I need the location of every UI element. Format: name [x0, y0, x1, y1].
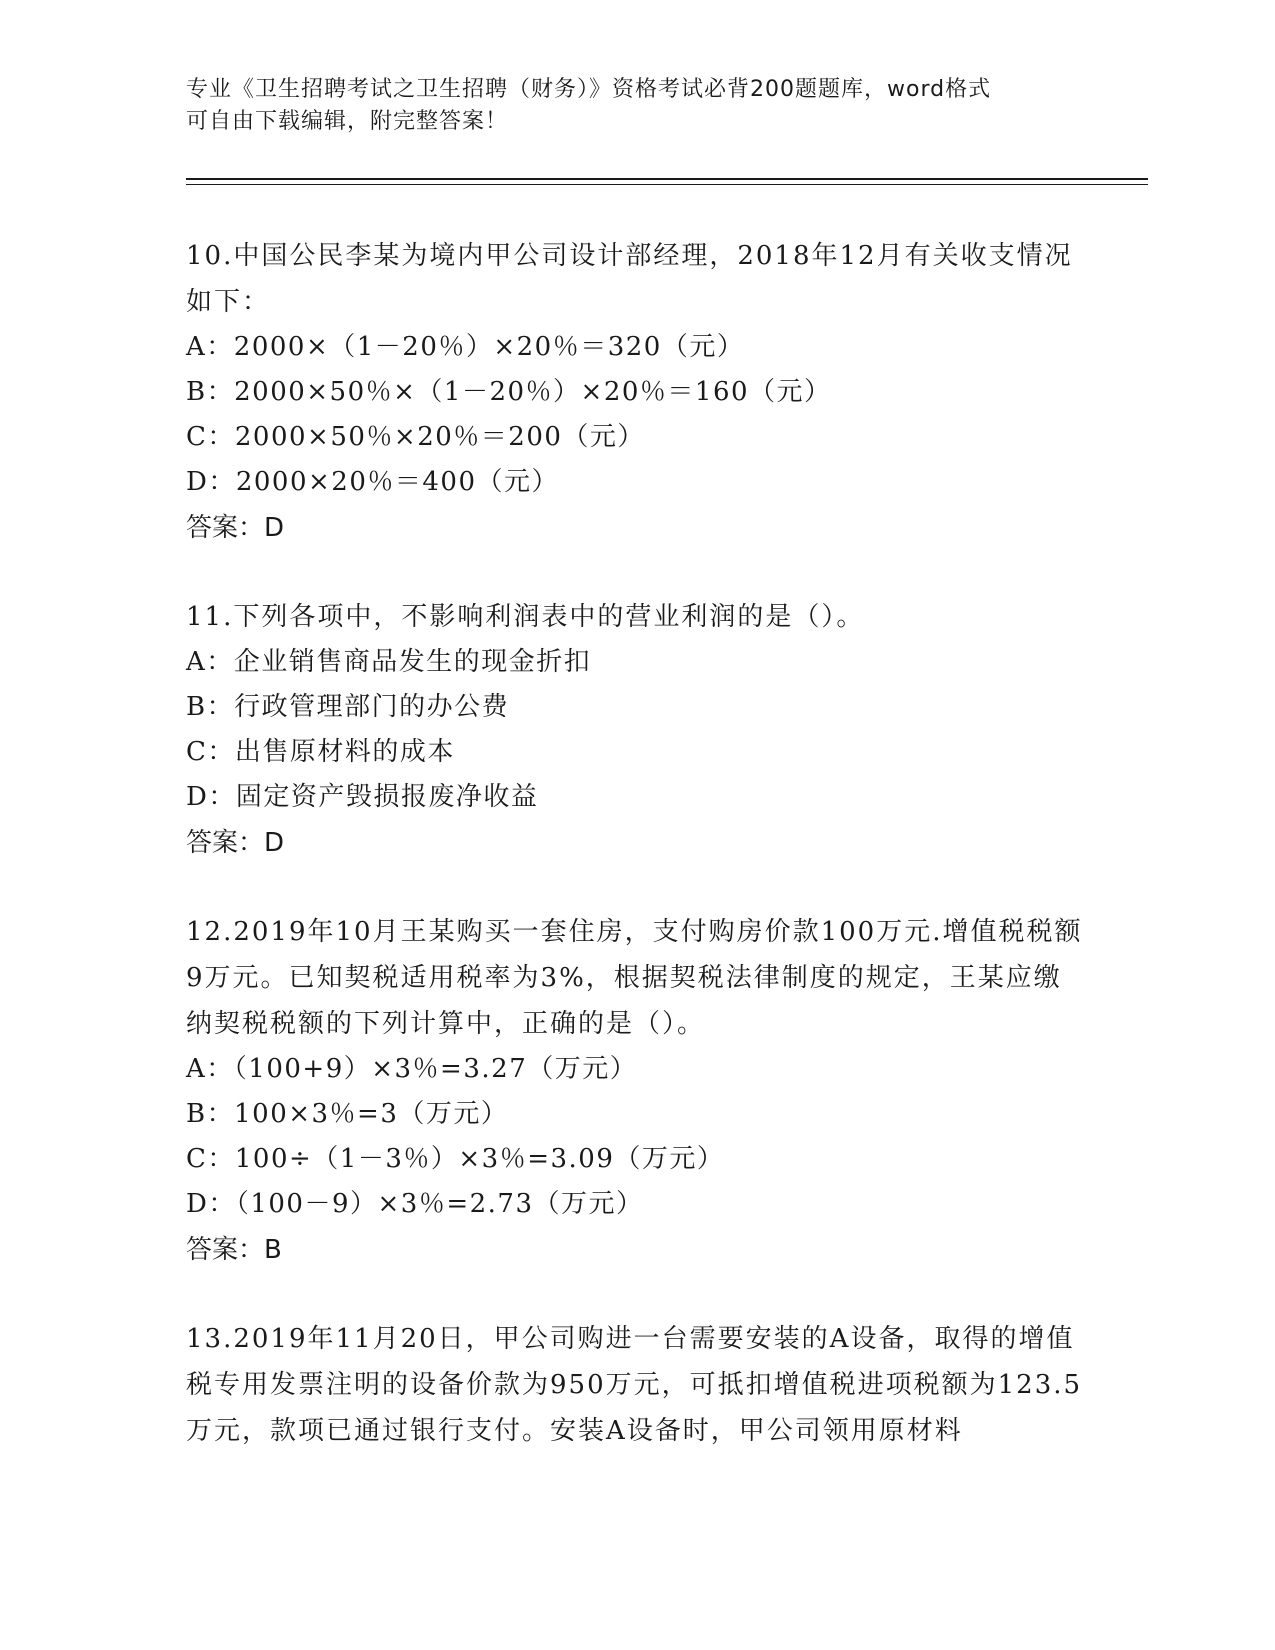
- header-divider-thin: [186, 184, 1148, 185]
- option-c: C：出售原材料的成本: [186, 737, 455, 767]
- header-line-2: 可自由下载编辑，附完整答案！: [186, 109, 509, 134]
- answer-label: 答案：D: [186, 513, 285, 543]
- option-d: D：2000×20％＝400（元）: [186, 467, 560, 497]
- answer-label: 答案：D: [186, 828, 285, 858]
- document-header: [186, 74, 1066, 138]
- option-a: A：（100+9）×3％=3.27（万元）: [186, 1054, 638, 1084]
- option-c: C：100÷（1－3％）×3％=3.09（万元）: [186, 1144, 725, 1174]
- question-12: [186, 909, 1086, 1273]
- option-b: B：100×3％=3（万元）: [186, 1099, 509, 1129]
- option-d: D：固定资产毁损报废净收益: [186, 782, 539, 812]
- question-11: [186, 594, 1086, 866]
- option-b: B：2000×50％×（1－20％）×20％＝160（元）: [186, 377, 832, 407]
- answer-label: 答案：B: [186, 1235, 282, 1265]
- option-b: B：行政管理部门的办公费: [186, 692, 510, 722]
- option-a: A：2000×（1－20％）×20％＝320（元）: [186, 332, 745, 362]
- question-stem: 11.下列各项中，不影响利润表中的营业利润的是（）。: [186, 602, 865, 632]
- option-a: A：企业销售商品发生的现金折扣: [186, 647, 592, 677]
- option-c: C：2000×50％×20％＝200（元）: [186, 422, 645, 452]
- question-stem: 12.2019年10月王某购买一套住房，支付购房价款100万元.增值税税额9万元。已知契税适用税率为3%，根据契税法律制度的规定，王某应缴纳契税税额的下列计算中，正确的是（）。: [186, 917, 1083, 1039]
- question-13: [186, 1316, 1086, 1454]
- header-divider-thick: [186, 178, 1148, 180]
- question-10: [186, 233, 1086, 551]
- question-stem: 13.2019年11月20日，甲公司购进一台需要安装的A设备，取得的增值税专用发票注明的设备价款为950万元，可抵扣增值税进项税额为123.5万元，款项已通过银行支付。安装A设备时，甲公司领用原材料: [186, 1324, 1083, 1446]
- option-d: D：（100－9）×3％=2.73（万元）: [186, 1189, 644, 1219]
- question-list: [186, 233, 1086, 1497]
- header-line-1: 专业《卫生招聘考试之卫生招聘（财务）》资格考试必背200题题库，word格式: [186, 77, 992, 102]
- question-stem: 10.中国公民李某为境内甲公司设计部经理，2018年12月有关收支情况如下：: [186, 241, 1073, 317]
